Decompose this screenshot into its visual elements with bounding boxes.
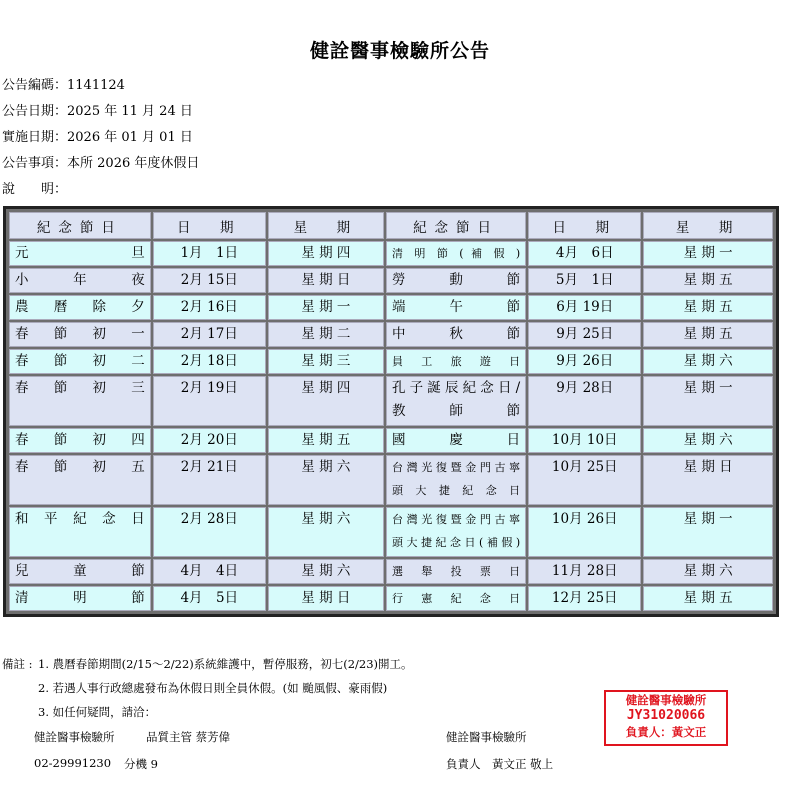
- holiday-weekday: 星 期 日: [268, 586, 384, 611]
- holiday-date: 2月 20日: [153, 428, 266, 453]
- holiday-name: 和平紀念日: [9, 507, 151, 557]
- note-2: 2. 若遇人事行政總處發布為休假日則全員休假。(如 颱風假、豪雨假): [38, 681, 388, 695]
- holiday-name: [386, 268, 526, 293]
- note-1: 1. 農曆春節期間(2/15～2/22)系統維護中，暫停服務，初七(2/23)開工。: [38, 657, 413, 671]
- meta-value: 2026 年 01 月 01 日: [67, 130, 193, 145]
- holiday-date: 4月 4日: [153, 559, 266, 584]
- holiday-date: 2月 21日: [153, 455, 266, 505]
- holiday-weekday: 星 期 五: [643, 322, 773, 347]
- table-body: [9, 241, 773, 611]
- holiday-date: 9月 26日: [528, 349, 641, 374]
- holiday-weekday: 星 期 一: [643, 507, 773, 557]
- table-row: [9, 428, 773, 453]
- holiday-weekday: 星 期 一: [268, 295, 384, 320]
- holiday-weekday: 星 期 日: [268, 268, 384, 293]
- table-row: [9, 455, 773, 505]
- holiday-name-line: 頭 大 捷 紀 念 日: [391, 484, 521, 497]
- meta-label: 公告日期：: [2, 104, 68, 119]
- footer-quality-manager: 品質主管 蔡芳偉: [146, 730, 231, 744]
- holiday-date: 6月 19日: [528, 295, 641, 320]
- holiday-weekday: 星 期 六: [643, 559, 773, 584]
- holiday-name: [386, 586, 526, 611]
- holiday-name-line: 中 秋 節: [391, 326, 521, 342]
- stamp-owner: 負責人：黃文正: [625, 725, 707, 739]
- holiday-weekday: 星 期 五: [643, 586, 773, 611]
- meta-label: 說 明：: [2, 182, 68, 197]
- holiday-name: 春節初二: [9, 349, 151, 374]
- holiday-name-line: 台灣光復暨金門古寧: [391, 461, 521, 474]
- footer-left-org: 健詮醫事檢驗所: [34, 730, 115, 744]
- meta-line: [2, 74, 125, 98]
- holiday-date: 4月 5日: [153, 586, 266, 611]
- table-header: [9, 212, 773, 239]
- holiday-name: [386, 349, 526, 374]
- notes-prefix: 備註 :: [2, 657, 33, 671]
- meta-value: 2025 年 11 月 24 日: [67, 104, 193, 119]
- holiday-name-line: 員 工 旅 遊 日: [391, 355, 521, 368]
- column-header: 星 期: [643, 212, 773, 239]
- holiday-name: 小年夜: [9, 268, 151, 293]
- page-title: 健詮醫事檢驗所公告: [309, 40, 490, 62]
- holiday-name: [386, 322, 526, 347]
- column-header: 日 期: [528, 212, 641, 239]
- official-seal-stamp: [604, 690, 728, 746]
- holiday-date: 2月 15日: [153, 268, 266, 293]
- meta-line: [2, 100, 193, 124]
- holiday-weekday: 星 期 五: [268, 428, 384, 453]
- holiday-name: 春節初五: [9, 455, 151, 505]
- holiday-name: [386, 428, 526, 453]
- holiday-date: 4月 6日: [528, 241, 641, 266]
- meta-label: 實施日期：: [2, 130, 68, 145]
- holiday-date: 9月 25日: [528, 322, 641, 347]
- column-header: 星 期: [268, 212, 384, 239]
- footer-extension: 分機 9: [124, 757, 158, 771]
- holiday-name-line: 頭大捷紀念日(補假): [391, 536, 521, 549]
- footer-phone: 02-29991230: [34, 756, 112, 770]
- holiday-name-line: 教 師 節: [391, 403, 521, 419]
- column-header: 紀念節日: [386, 212, 526, 239]
- holiday-name-line: 勞 動 節: [391, 272, 521, 288]
- holiday-date: 2月 19日: [153, 376, 266, 426]
- holiday-weekday: 星 期 五: [643, 295, 773, 320]
- holiday-date: 9月 28日: [528, 376, 641, 426]
- holiday-date: 5月 1日: [528, 268, 641, 293]
- footer-right-org: 健詮醫事檢驗所: [446, 730, 527, 744]
- holiday-name-line: 行 憲 紀 念 日: [391, 592, 521, 605]
- holiday-name: [386, 559, 526, 584]
- holiday-name: 元 旦: [9, 241, 151, 266]
- stamp-code: JY31020066: [626, 708, 706, 723]
- meta-line: [2, 126, 193, 150]
- holiday-name-line: 清 明 節 ( 補 假 ): [391, 247, 521, 260]
- meta-label: 公告事項：: [2, 156, 68, 171]
- holiday-date: 10月 26日: [528, 507, 641, 557]
- meta-line: [2, 152, 199, 176]
- table-row: [9, 376, 773, 426]
- holiday-name-line: 國 慶 日: [391, 432, 521, 448]
- table-row: [9, 349, 773, 374]
- holiday-name-line: 選 舉 投 票 日: [391, 565, 521, 578]
- holiday-table: [7, 210, 775, 613]
- holiday-name: 春節初一: [9, 322, 151, 347]
- holiday-name: [386, 507, 526, 557]
- holiday-weekday: 星 期 四: [268, 241, 384, 266]
- table-row: [9, 268, 773, 293]
- table-row: [9, 559, 773, 584]
- holiday-name: 春節初三: [9, 376, 151, 426]
- holiday-name: [386, 241, 526, 266]
- column-header: 紀念節日: [9, 212, 151, 239]
- holiday-date: 12月 25日: [528, 586, 641, 611]
- holiday-weekday: 星 期 六: [643, 428, 773, 453]
- holiday-date: 2月 17日: [153, 322, 266, 347]
- table-row: [9, 586, 773, 611]
- holiday-weekday: 星 期 六: [268, 559, 384, 584]
- footer-signature: 負責人 黃文正 敬上: [446, 757, 554, 771]
- holiday-date: 2月 18日: [153, 349, 266, 374]
- meta-label: 公告編碼：: [2, 78, 68, 93]
- holiday-weekday: 星 期 二: [268, 322, 384, 347]
- holiday-weekday: 星 期 日: [643, 455, 773, 505]
- table-row: [9, 295, 773, 320]
- holiday-name: 清 明 節: [9, 586, 151, 611]
- holiday-name-line: 孔子誕辰紀念日/: [391, 380, 521, 396]
- holiday-weekday: 星 期 一: [643, 376, 773, 426]
- stamp-org: 健詮醫事檢驗所: [625, 693, 707, 707]
- note-3: 3. 如任何疑問，請洽：: [38, 705, 157, 719]
- holiday-date: 10月 25日: [528, 455, 641, 505]
- holiday-weekday: 星 期 六: [268, 507, 384, 557]
- meta-line: [2, 178, 67, 202]
- holiday-name: [386, 455, 526, 505]
- column-header: 日 期: [153, 212, 266, 239]
- holiday-name-line: 端 午 節: [391, 299, 521, 315]
- holiday-name: 農曆除夕: [9, 295, 151, 320]
- holiday-date: 11月 28日: [528, 559, 641, 584]
- holiday-weekday: 星 期 一: [643, 241, 773, 266]
- holiday-name: 兒 童 節: [9, 559, 151, 584]
- holiday-weekday: 星 期 六: [268, 455, 384, 505]
- holiday-date: 2月 16日: [153, 295, 266, 320]
- holiday-date: 1月 1日: [153, 241, 266, 266]
- holiday-date: 2月 28日: [153, 507, 266, 557]
- meta-value: 本所 2026 年度休假日: [67, 156, 200, 171]
- holiday-name: 春節初四: [9, 428, 151, 453]
- holiday-name: [386, 295, 526, 320]
- holiday-name: [386, 376, 526, 426]
- holiday-date: 10月 10日: [528, 428, 641, 453]
- holiday-weekday: 星 期 五: [643, 268, 773, 293]
- holiday-weekday: 星 期 六: [643, 349, 773, 374]
- table-row: [9, 241, 773, 266]
- meta-value: 1141124: [67, 78, 125, 93]
- holiday-name-line: 台灣光復暨金門古寧: [391, 513, 521, 526]
- holiday-weekday: 星 期 三: [268, 349, 384, 374]
- table-row: [9, 507, 773, 557]
- table-row: [9, 322, 773, 347]
- holiday-weekday: 星 期 四: [268, 376, 384, 426]
- holiday-table-frame: [3, 206, 779, 617]
